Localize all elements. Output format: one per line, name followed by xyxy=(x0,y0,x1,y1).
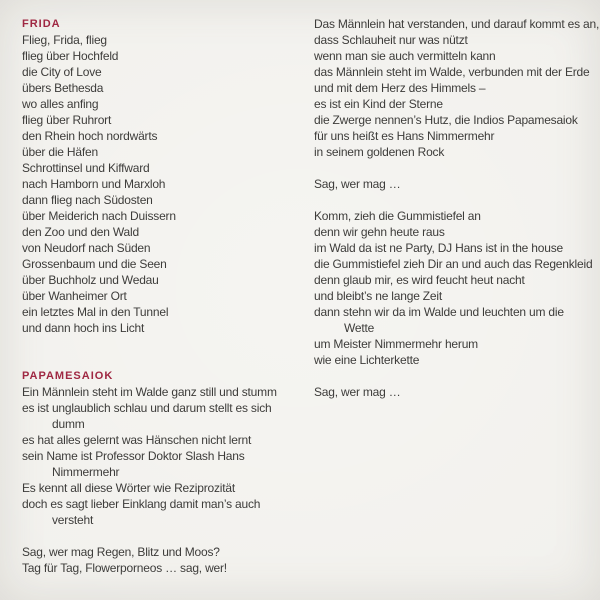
lyric-line: den Zoo und den Wald xyxy=(22,225,139,239)
lyric-line: Ein Männlein steht im Walde ganz still und stumm xyxy=(22,385,277,399)
lyric-line: dann flieg nach Südosten xyxy=(22,193,153,207)
lyric-line: die City of Love xyxy=(22,65,102,79)
lyric-line: über Wanheimer Ort xyxy=(22,289,127,303)
lyric-line: und mit dem Herz des Himmels – xyxy=(314,81,486,95)
lyric-stanza xyxy=(22,544,304,576)
lyric-line: Wette xyxy=(344,321,375,335)
lyric-line: flieg über Ruhrort xyxy=(22,113,112,127)
song-title: PAPAMESAIOK xyxy=(22,370,114,382)
lyric-line: Das Männlein hat verstanden, und darauf kommt es an, xyxy=(314,17,600,31)
lyric-line: Sag, wer mag … xyxy=(314,177,401,191)
lyric-line: Schrottinsel und Kiffward xyxy=(22,161,150,175)
left-lyrics-column xyxy=(22,16,304,576)
lyric-line: doch es sagt lieber Einklang damit man’s auch xyxy=(22,497,261,511)
lyric-line: ein letztes Mal in den Tunnel xyxy=(22,305,169,319)
lyric-line: Sag, wer mag Regen, Blitz und Moos? xyxy=(22,545,220,559)
song-section xyxy=(22,16,304,336)
lyric-line: Tag für Tag, Flowerporneos … sag, wer! xyxy=(22,561,227,575)
lyric-line: über Buchholz und Wedau xyxy=(22,273,159,287)
lyric-line: die Gummistiefel zieh Dir an und auch das Regenkleid xyxy=(314,257,593,271)
lyric-stanza xyxy=(314,16,598,160)
lyric-line: versteht xyxy=(52,513,94,527)
lyric-line: von Neudorf nach Süden xyxy=(22,241,151,255)
lyric-line: in seinem goldenen Rock xyxy=(314,145,445,159)
lyric-line: im Wald da ist ne Party, DJ Hans ist in the house xyxy=(314,241,563,255)
song-title: FRIDA xyxy=(22,18,61,30)
lyric-line: für uns heißt es Hans Nimmermehr xyxy=(314,129,495,143)
lyric-line: sein Name ist Professor Doktor Slash Hans xyxy=(22,449,245,463)
lyric-line: übers Bethesda xyxy=(22,81,104,95)
lyric-line: nach Hamborn und Marxloh xyxy=(22,177,166,191)
lyric-line: denn wir gehn heute raus xyxy=(314,225,445,239)
lyric-line: denn glaub mir, es wird feucht heut nacht xyxy=(314,273,525,287)
lyric-line: dann stehn wir da im Walde und leuchten um die xyxy=(314,305,564,319)
lyric-line: den Rhein hoch nordwärts xyxy=(22,129,158,143)
lyric-line: Sag, wer mag … xyxy=(314,385,401,399)
lyric-line: es hat alles gelernt was Hänschen nicht lernt xyxy=(22,433,252,447)
lyric-line: Grossenbaum und die Seen xyxy=(22,257,167,271)
lyric-line: Komm, zieh die Gummistiefel an xyxy=(314,209,481,223)
lyric-stanza xyxy=(314,384,598,400)
lyric-line: über die Häfen xyxy=(22,145,98,159)
lyric-line: flieg über Hochfeld xyxy=(22,49,119,63)
lyric-line: Flieg, Frida, flieg xyxy=(22,33,107,47)
lyric-line: wenn man sie auch vermitteln kann xyxy=(314,49,496,63)
lyric-line: und bleibt’s ne lange Zeit xyxy=(314,289,443,303)
lyric-line: das Männlein steht im Walde, verbunden mit der Erde xyxy=(314,65,590,79)
lyric-line: Nimmermehr xyxy=(52,465,120,479)
lyric-line: dumm xyxy=(52,417,85,431)
lyric-line: dass Schlauheit nur was nützt xyxy=(314,33,468,47)
right-lyrics-column xyxy=(314,16,598,400)
lyric-line: wie eine Lichterkette xyxy=(314,353,420,367)
lyric-stanza xyxy=(314,176,598,192)
lyric-line: um Meister Nimmermehr herum xyxy=(314,337,478,351)
lyric-line: es ist unglaublich schlau und darum stellt es sich xyxy=(22,401,272,415)
lyric-line: die Zwerge nennen’s Hutz, die Indios Papamesaiok xyxy=(314,113,578,127)
lyric-line: über Meiderich nach Duissern xyxy=(22,209,176,223)
lyric-line: und dann hoch ins Licht xyxy=(22,321,145,335)
song-section xyxy=(22,368,304,528)
lyric-line: es ist ein Kind der Sterne xyxy=(314,97,443,111)
lyric-line: wo alles anfing xyxy=(22,97,99,111)
lyric-line: Es kennt all diese Wörter wie Reziprozität xyxy=(22,481,236,495)
lyric-stanza xyxy=(314,208,598,368)
